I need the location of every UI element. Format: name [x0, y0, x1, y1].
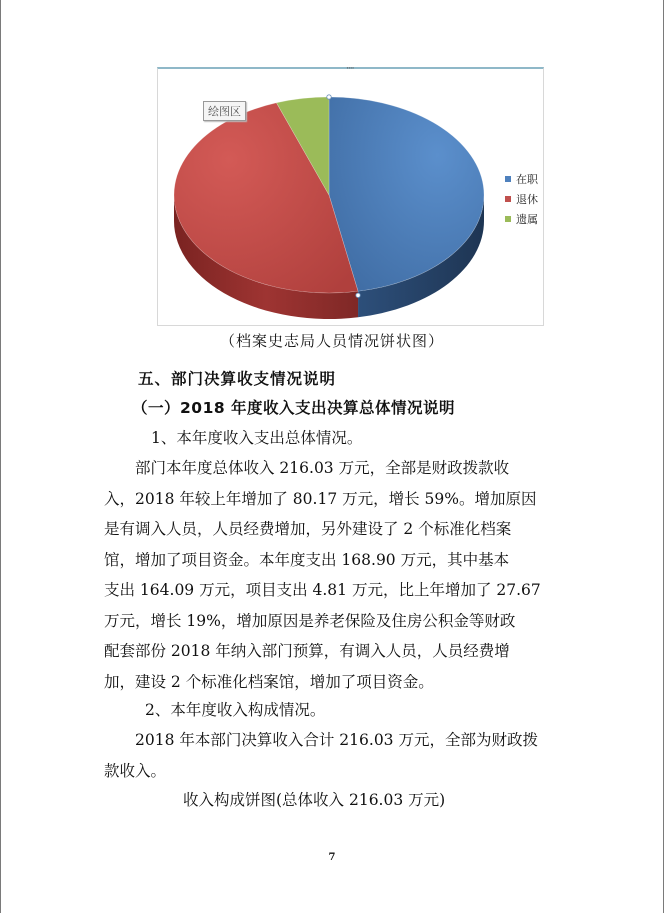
- item-1-title: 1、本年度收入支出总体情况。: [151, 429, 363, 447]
- staff-pie-chart[interactable]: [157, 64, 544, 326]
- page-border-left: [0, 0, 1, 913]
- paragraph-line: 馆，增加了项目资金。本年度支出 168.90 万元，其中基本: [104, 550, 510, 569]
- selection-handle-icon[interactable]: [327, 95, 331, 99]
- legend-label-staff: 在职: [516, 173, 538, 186]
- plot-area-tooltip: 绘图区: [203, 101, 246, 121]
- income-chart-caption: 收入构成饼图(总体收入 216.03 万元): [183, 791, 446, 809]
- paragraph-line: 加，建设 2 个标准化档案馆，增加了项目资金。: [104, 672, 434, 691]
- legend-swatch-survivor: [505, 216, 511, 222]
- paragraph-line: 2018 年本部门决算收入合计 216.03 万元，全部为财政拨: [135, 731, 538, 749]
- legend-label-retired: 退休: [516, 193, 538, 206]
- legend-label-survivor: 遗属: [516, 213, 538, 226]
- legend-swatch-retired: [505, 196, 511, 202]
- paragraph-line: 部门本年度总体收入 216.03 万元，全部是财政拨款收: [135, 459, 510, 477]
- paragraph-line: 支出 164.09 万元，项目支出 4.81 万元，比上年增加了 27.67: [104, 581, 541, 599]
- subsection-heading: （一）2018 年度收入支出决算总体情况说明: [132, 399, 456, 417]
- section-heading: 五、部门决算收支情况说明: [138, 370, 337, 388]
- item-1-paragraph: [104, 453, 541, 697]
- paragraph-line: 入，2018 年较上年增加了 80.17 万元，增长 59%。增加原因: [104, 489, 537, 508]
- legend-item-retired: [505, 189, 538, 209]
- paragraph-line: 款收入。: [104, 761, 167, 780]
- paragraph-line: 万元，增长 19%，增加原因是养老保险及住房公积金等财政: [104, 611, 516, 630]
- page-number: 7: [328, 852, 336, 863]
- legend-item-staff: [505, 169, 538, 189]
- selection-handle-icon[interactable]: [356, 293, 360, 297]
- chart-caption: （档案史志局人员情况饼状图）: [219, 332, 444, 350]
- item-2-title: 2、本年度收入构成情况。: [145, 701, 326, 719]
- legend-swatch-staff: [505, 176, 511, 182]
- resize-handle-icon[interactable]: ····: [346, 64, 354, 74]
- paragraph-line: 是有调入人员，人员经费增加，另外建设了 2 个标准化档案: [104, 520, 512, 538]
- item-2-paragraph: [104, 725, 538, 786]
- legend-item-survivor: [505, 209, 538, 229]
- paragraph-line: 配套部份 2018 年纳入部门预算，有调入人员，人员经费增: [104, 642, 510, 660]
- chart-legend: [505, 169, 538, 229]
